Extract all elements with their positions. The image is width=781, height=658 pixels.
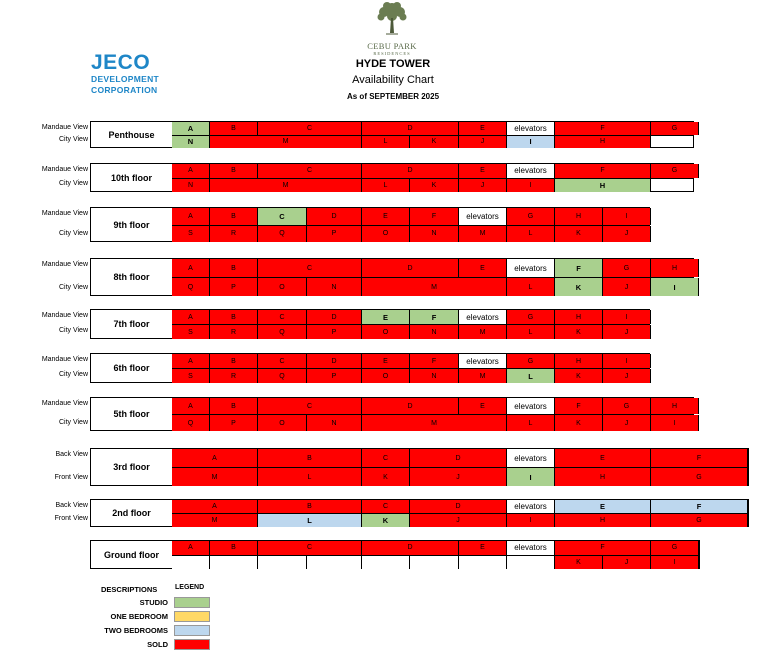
unit-cell: C bbox=[362, 500, 410, 513]
view-label-bottom: Front View bbox=[54, 474, 88, 481]
unit-cell: M bbox=[210, 179, 362, 193]
unit-cell: G bbox=[651, 122, 699, 135]
unit-cell: L bbox=[507, 369, 555, 383]
unit-cell: E bbox=[459, 541, 507, 555]
unit-cell: R bbox=[210, 226, 258, 243]
legend-header: LEGEND bbox=[175, 584, 205, 591]
unit-cell: M bbox=[459, 325, 507, 339]
view-label-top: Mandaue View bbox=[41, 210, 88, 217]
elevator-cell: elevators bbox=[507, 122, 555, 135]
unit-cell: D bbox=[362, 398, 459, 414]
unit-cell: I bbox=[603, 310, 651, 324]
elevator-cell: elevators bbox=[507, 449, 555, 467]
unit-cell: C bbox=[258, 208, 307, 225]
legend-swatch bbox=[174, 611, 210, 622]
unit-cell: G bbox=[507, 310, 555, 324]
elevator-cell: elevators bbox=[507, 541, 555, 555]
legend-swatch bbox=[174, 625, 210, 636]
unit-cell: B bbox=[210, 208, 258, 225]
unit-cell: Q bbox=[258, 369, 307, 383]
view-label-bottom: City View bbox=[58, 327, 88, 334]
view-label-bottom: City View bbox=[58, 419, 88, 426]
unit-cell: E bbox=[459, 259, 507, 277]
unit-cell: H bbox=[555, 208, 603, 225]
unit-cell bbox=[699, 556, 700, 570]
unit-cell: O bbox=[362, 369, 410, 383]
chart-title: Availability Chart bbox=[352, 74, 434, 86]
unit-cell: E bbox=[459, 398, 507, 414]
unit-cell: F bbox=[651, 500, 748, 513]
elevator-cell: elevators bbox=[507, 164, 555, 178]
legend-label: STUDIO bbox=[139, 598, 168, 607]
unit-cell: H bbox=[651, 398, 699, 414]
unit-cell: D bbox=[307, 354, 362, 368]
unit-cell: N bbox=[307, 415, 362, 431]
unit-cell: J bbox=[410, 514, 507, 527]
floor-label: Ground floor bbox=[91, 541, 173, 568]
unit-cell: F bbox=[555, 398, 603, 414]
empty-cell bbox=[459, 556, 507, 570]
unit-cell: D bbox=[410, 500, 507, 513]
view-label-top: Back View bbox=[55, 451, 88, 458]
unit-cell: H bbox=[555, 354, 603, 368]
unit-cell: O bbox=[258, 278, 307, 296]
unit-cell: A bbox=[172, 310, 210, 324]
unit-cell: P bbox=[210, 278, 258, 296]
unit-cell: H bbox=[555, 468, 651, 486]
legend-label: SOLD bbox=[147, 640, 168, 649]
unit-cell: K bbox=[555, 278, 603, 296]
unit-cell: S bbox=[172, 369, 210, 383]
floor-label: 2nd floor bbox=[91, 500, 173, 526]
unit-cell: E bbox=[459, 122, 507, 135]
floor-block bbox=[90, 540, 700, 569]
floor-block bbox=[90, 121, 694, 148]
view-label-top: Mandaue View bbox=[41, 124, 88, 131]
floor-label: 10th floor bbox=[91, 164, 173, 191]
unit-cell: C bbox=[258, 164, 362, 178]
view-label-top: Mandaue View bbox=[41, 312, 88, 319]
unit-cell: I bbox=[651, 556, 699, 570]
unit-cell: G bbox=[507, 208, 555, 225]
unit-cell: B bbox=[258, 500, 362, 513]
unit-cell: D bbox=[362, 541, 459, 555]
unit-cell: N bbox=[307, 278, 362, 296]
unit-cell: E bbox=[555, 449, 651, 467]
unit-cell: A bbox=[172, 398, 210, 414]
unit-cell: Q bbox=[172, 415, 210, 431]
empty-cell bbox=[172, 556, 210, 570]
unit-cell: J bbox=[603, 278, 651, 296]
unit-cell: B bbox=[258, 449, 362, 467]
unit-cell: C bbox=[258, 310, 307, 324]
view-label-bottom: City View bbox=[58, 284, 88, 291]
unit-cell: N bbox=[172, 179, 210, 193]
view-label-bottom: City View bbox=[58, 371, 88, 378]
view-label-top: Back View bbox=[55, 502, 88, 509]
unit-cell: D bbox=[362, 164, 459, 178]
jeco-logo-wordmark: JECO bbox=[91, 51, 151, 74]
legend-swatch bbox=[174, 597, 210, 608]
unit-cell: I bbox=[651, 415, 699, 431]
legend-descriptions-header: DESCRIPTIONS bbox=[101, 585, 158, 594]
unit-cell: M bbox=[459, 226, 507, 243]
unit-cell: N bbox=[410, 325, 459, 339]
floor-block bbox=[90, 353, 650, 383]
unit-cell: K bbox=[410, 136, 459, 149]
unit-cell: D bbox=[362, 259, 459, 277]
unit-cell: I bbox=[603, 354, 651, 368]
unit-cell: I bbox=[507, 136, 555, 149]
unit-cell: J bbox=[603, 369, 651, 383]
unit-cell: F bbox=[555, 122, 651, 135]
unit-cell: F bbox=[555, 164, 651, 178]
unit-cell: A bbox=[172, 500, 258, 513]
empty-cell bbox=[210, 556, 258, 570]
unit-cell: O bbox=[362, 325, 410, 339]
residence-sub: RESIDENCES bbox=[373, 51, 411, 56]
unit-cell: A bbox=[172, 208, 210, 225]
unit-cell: M bbox=[172, 514, 258, 527]
unit-cell: A bbox=[172, 449, 258, 467]
elevator-cell: elevators bbox=[507, 500, 555, 513]
unit-cell: H bbox=[651, 259, 699, 277]
unit-cell: Q bbox=[258, 226, 307, 243]
legend-label: TWO BEDROOMS bbox=[104, 626, 168, 635]
floor-label: Penthouse bbox=[91, 122, 173, 147]
unit-cell: Q bbox=[172, 278, 210, 296]
unit-cell: K bbox=[362, 514, 410, 527]
unit-cell: A bbox=[172, 122, 210, 135]
unit-cell: F bbox=[555, 259, 603, 277]
elevator-cell: elevators bbox=[507, 398, 555, 414]
unit-cell: F bbox=[555, 541, 651, 555]
floor-block bbox=[90, 448, 749, 486]
unit-cell: H bbox=[555, 514, 651, 527]
unit-cell: B bbox=[210, 398, 258, 414]
unit-cell: F bbox=[410, 354, 459, 368]
elevator-cell: elevators bbox=[459, 310, 507, 324]
unit-cell: I bbox=[603, 208, 651, 225]
floor-label: 6th floor bbox=[91, 354, 173, 382]
unit-cell: C bbox=[258, 541, 362, 555]
unit-cell: D bbox=[307, 310, 362, 324]
unit-cell: D bbox=[307, 208, 362, 225]
unit-cell: K bbox=[555, 556, 603, 570]
unit-cell: J bbox=[603, 226, 651, 243]
unit-cell: J bbox=[603, 325, 651, 339]
unit-cell: L bbox=[507, 415, 555, 431]
floor-block bbox=[90, 207, 650, 242]
unit-cell: A bbox=[172, 164, 210, 178]
unit-cell: S bbox=[172, 325, 210, 339]
view-label-top: Mandaue View bbox=[41, 166, 88, 173]
unit-cell: C bbox=[258, 122, 362, 135]
unit-cell: L bbox=[362, 136, 410, 149]
floor-block bbox=[90, 397, 694, 431]
empty-cell bbox=[258, 556, 307, 570]
empty-cell bbox=[362, 556, 410, 570]
empty-cell bbox=[307, 556, 362, 570]
unit-cell: R bbox=[210, 325, 258, 339]
unit-cell: J bbox=[603, 556, 651, 570]
unit-cell: J bbox=[410, 468, 507, 486]
unit-cell: L bbox=[507, 226, 555, 243]
floor-block bbox=[90, 163, 694, 192]
view-label-bottom: City View bbox=[58, 136, 88, 143]
unit-cell: E bbox=[555, 500, 651, 513]
unit-cell: J bbox=[459, 136, 507, 149]
unit-cell: A bbox=[172, 541, 210, 555]
legend-swatch bbox=[174, 639, 210, 650]
unit-cell: E bbox=[362, 310, 410, 324]
unit-cell: L bbox=[507, 278, 555, 296]
unit-cell: K bbox=[555, 226, 603, 243]
unit-cell: L bbox=[507, 325, 555, 339]
unit-cell: B bbox=[210, 541, 258, 555]
tree-icon bbox=[374, 0, 410, 36]
unit-cell: K bbox=[362, 468, 410, 486]
floor-block bbox=[90, 499, 749, 527]
unit-cell: H bbox=[555, 136, 651, 149]
legend-label: ONE BEDROOM bbox=[110, 612, 168, 621]
unit-cell: M bbox=[459, 369, 507, 383]
unit-cell: E bbox=[459, 164, 507, 178]
unit-cell: C bbox=[258, 398, 362, 414]
unit-cell: J bbox=[459, 179, 507, 193]
view-label-top: Mandaue View bbox=[41, 261, 88, 268]
unit-cell: J bbox=[603, 415, 651, 431]
unit-cell: B bbox=[210, 310, 258, 324]
view-label-bottom: Front View bbox=[54, 515, 88, 522]
unit-cell: I bbox=[651, 278, 699, 296]
floor-label: 7th floor bbox=[91, 310, 173, 338]
unit-cell: P bbox=[307, 226, 362, 243]
unit-cell: A bbox=[172, 259, 210, 277]
unit-cell: I bbox=[507, 179, 555, 193]
unit-cell: P bbox=[307, 369, 362, 383]
residence-name: CEBU PARK bbox=[367, 41, 417, 51]
unit-cell: F bbox=[651, 449, 748, 467]
cebu-park-logo bbox=[364, 0, 420, 56]
unit-cell: K bbox=[555, 325, 603, 339]
unit-cell: C bbox=[258, 354, 307, 368]
unit-cell: E bbox=[362, 208, 410, 225]
unit-cell: N bbox=[410, 369, 459, 383]
unit-cell: G bbox=[651, 164, 699, 178]
unit-cell: G bbox=[651, 514, 748, 527]
unit-cell: N bbox=[410, 226, 459, 243]
unit-cell: F bbox=[410, 208, 459, 225]
floor-label: 9th floor bbox=[91, 208, 173, 241]
unit-cell: I bbox=[507, 468, 555, 486]
unit-cell: M bbox=[362, 278, 507, 296]
empty-cell bbox=[507, 556, 555, 570]
unit-cell: K bbox=[410, 179, 459, 193]
floor-label: 5th floor bbox=[91, 398, 173, 430]
view-label-bottom: City View bbox=[58, 180, 88, 187]
unit-cell: K bbox=[555, 369, 603, 383]
view-label-top: Mandaue View bbox=[41, 356, 88, 363]
unit-cell: P bbox=[210, 415, 258, 431]
unit-cell: R bbox=[210, 369, 258, 383]
unit-cell: M bbox=[362, 415, 507, 431]
jeco-logo-line2: DEVELOPMENT bbox=[91, 74, 160, 84]
elevator-cell: elevators bbox=[507, 259, 555, 277]
unit-cell: O bbox=[258, 415, 307, 431]
tower-title: HYDE TOWER bbox=[355, 58, 431, 70]
unit-cell: G bbox=[603, 398, 651, 414]
unit-cell: S bbox=[172, 226, 210, 243]
unit-cell: M bbox=[172, 468, 258, 486]
unit-cell: L bbox=[362, 179, 410, 193]
unit-cell: L bbox=[258, 468, 362, 486]
empty-cell bbox=[410, 556, 459, 570]
unit-cell: D bbox=[410, 449, 507, 467]
unit-cell: A bbox=[172, 354, 210, 368]
unit-cell: K bbox=[555, 415, 603, 431]
unit-cell: B bbox=[210, 259, 258, 277]
unit-cell: G bbox=[603, 259, 651, 277]
unit-cell: G bbox=[651, 541, 699, 555]
as-of-date: As of SEPTEMBER 2025 bbox=[346, 92, 440, 101]
unit-cell: D bbox=[362, 122, 459, 135]
jeco-logo-line3: CORPORATION bbox=[91, 84, 158, 95]
floor-block bbox=[90, 258, 694, 296]
unit-cell: B bbox=[210, 164, 258, 178]
unit-cell: E bbox=[362, 354, 410, 368]
unit-cell: F bbox=[410, 310, 459, 324]
floor-label: 3rd floor bbox=[91, 449, 173, 485]
unit-cell: N bbox=[172, 136, 210, 149]
unit-cell: L bbox=[258, 514, 362, 527]
unit-cell: H bbox=[555, 310, 603, 324]
unit-cell: P bbox=[307, 325, 362, 339]
view-label-top: Mandaue View bbox=[41, 400, 88, 407]
unit-cell: B bbox=[210, 354, 258, 368]
unit-cell: M bbox=[210, 136, 362, 149]
floor-block bbox=[90, 309, 650, 339]
jeco-logo bbox=[91, 52, 159, 94]
unit-cell: I bbox=[507, 514, 555, 527]
unit-cell: B bbox=[210, 122, 258, 135]
unit-cell: C bbox=[258, 259, 362, 277]
unit-cell: Q bbox=[258, 325, 307, 339]
view-label-bottom: City View bbox=[58, 230, 88, 237]
elevator-cell: elevators bbox=[459, 208, 507, 225]
unit-cell: O bbox=[362, 226, 410, 243]
unit-cell: C bbox=[362, 449, 410, 467]
unit-cell: G bbox=[651, 468, 748, 486]
unit-cell: H bbox=[555, 179, 651, 193]
elevator-cell: elevators bbox=[459, 354, 507, 368]
floor-label: 8th floor bbox=[91, 259, 173, 295]
unit-cell: G bbox=[507, 354, 555, 368]
